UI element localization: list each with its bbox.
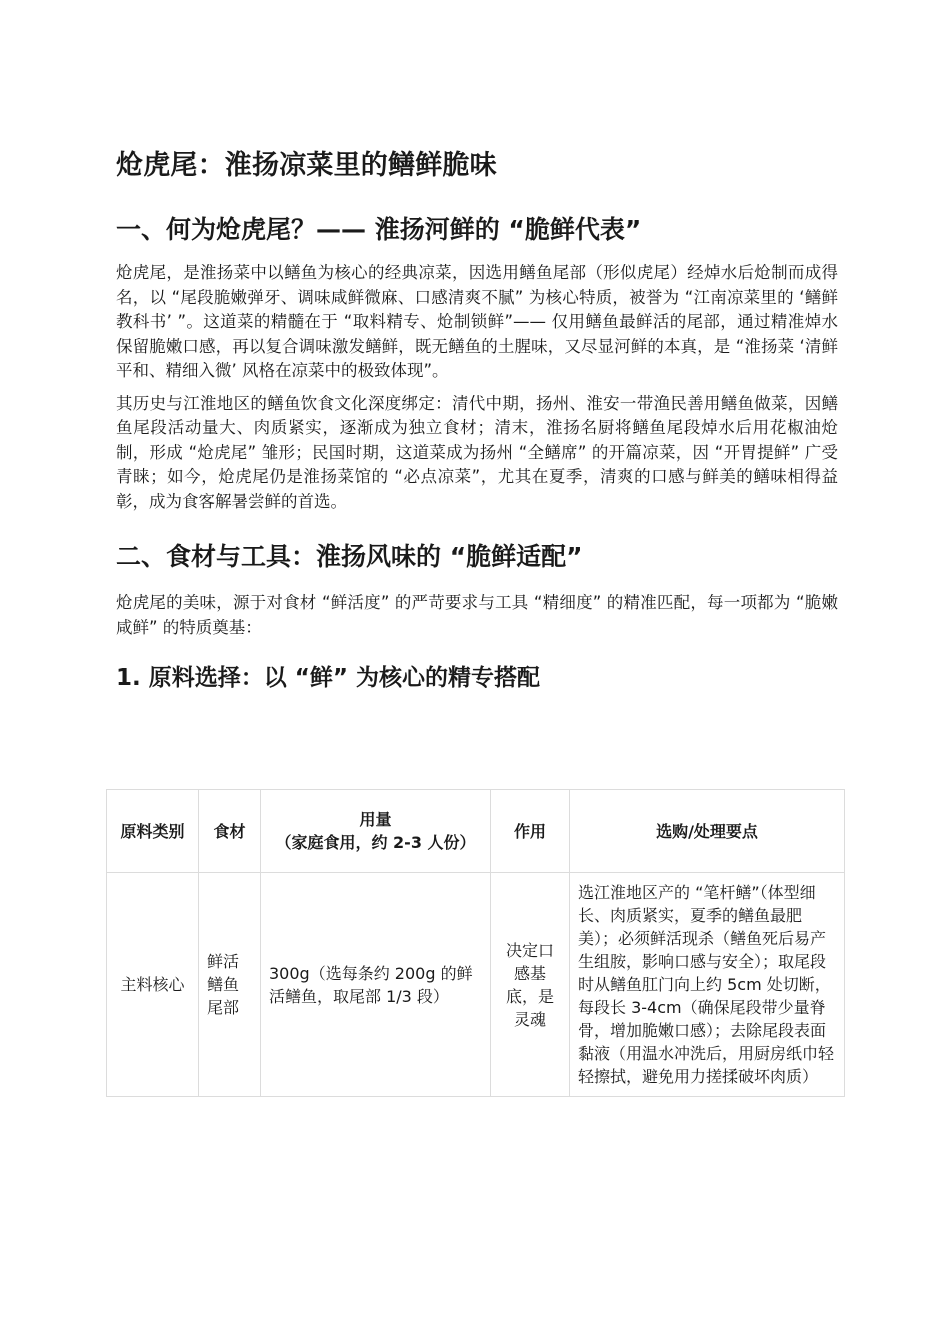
header-role: 作用 [491,790,570,873]
subsection-1-heading: 1. 原料选择：以 “鲜” 为核心的精专搭配 [116,665,540,691]
table-header-row [107,790,845,873]
page-title: 炝虎尾：淮扬凉菜里的鳝鲜脆味 [116,150,497,181]
header-amount-line-1: 用量 [359,810,392,829]
section-1-heading: 一、何为炝虎尾？—— 淮扬河鲜的 “脆鲜代表” [116,215,642,244]
section-2-heading: 二、食材与工具：淮扬风味的 “脆鲜适配” [116,542,583,571]
ingredients-table [106,789,845,1097]
header-amount-line-2: （家庭食用，约 2-3 人份） [275,833,476,852]
header-ingredient: 食材 [199,790,261,873]
header-tips: 选购/处理要点 [570,790,845,873]
cell-category: 主料核心 [107,873,199,1097]
table-row [107,873,845,1097]
ingredients-table-wrapper [106,789,844,1097]
section-2-paragraph-1: 炝虎尾的美味，源于对食材 “鲜活度” 的严苛要求与工具 “精细度” 的精准匹配，每一项都为 “脆嫩咸鲜” 的特质奠基： [116,593,838,637]
header-category: 原料类别 [107,790,199,873]
section-1-paragraph-2: 其历史与江淮地区的鳝鱼饮食文化深度绑定：清代中期，扬州、淮安一带渔民善用鳝鱼做菜，因鳝鱼尾段活动量大、肉质紧实，逐渐成为独立食材；清末，淮扬名厨将鳝鱼尾段焯水后用花椒油炝制，形成 “炝虎尾” 雏形；民国时期，这道菜成为扬州 “全鳝席” 的开篇凉菜，因 “开胃提鲜” 广受青睐；如今，炝虎尾仍是淮扬菜馆的 “必点凉菜”，尤其在夏季，清爽的口感与鲜美的鳝味相得益彰，成为食客解暑尝鲜的首选。 [116,393,838,511]
cell-ingredient: 鲜活鳝鱼尾部 [199,873,261,1097]
cell-role: 决定口感基底，是灵魂 [491,873,570,1097]
document-body [116,148,838,694]
section-1-paragraph-1: 炝虎尾，是淮扬菜中以鳝鱼为核心的经典凉菜，因选用鳝鱼尾部（形似虎尾）经焯水后炝制而成得名，以 “尾段脆嫩弹牙、调味咸鲜微麻、口感清爽不腻” 为核心特质，被誉为 “江南凉菜里的 ‘鳝鲜教科书’ ”。这道菜的精髓在于 “取料精专、炝制锁鲜”—— 仅用鳝鱼最鲜活的尾部，通过精准焯水保留脆嫩口感，再以复合调味激发鳝鲜，既无鳝鱼的土腥味，又尽显河鲜的本真，是 “淮扬菜 ‘清鲜平和、精细入微’ 风格在凉菜中的极致体现”。 [116,263,838,380]
cell-amount: 300g（选每条约 200g 的鲜活鳝鱼，取尾部 1/3 段） [261,873,491,1097]
header-amount [261,790,491,873]
cell-tips: 选江淮地区产的 “笔杆鳝”（体型细长、肉质紧实，夏季的鳝鱼最肥美）；必须鲜活现杀（鳝鱼死后易产生组胺，影响口感与安全）；取尾段时从鳝鱼肛门向上约 5cm 处切断，每段长 3-4cm（确保尾段带少量脊骨，增加脆嫩口感）；去除尾段表面黏液（用温水冲洗后，用厨房纸巾轻轻擦拭，避免用力搓揉破坏肉质） [570,873,845,1097]
